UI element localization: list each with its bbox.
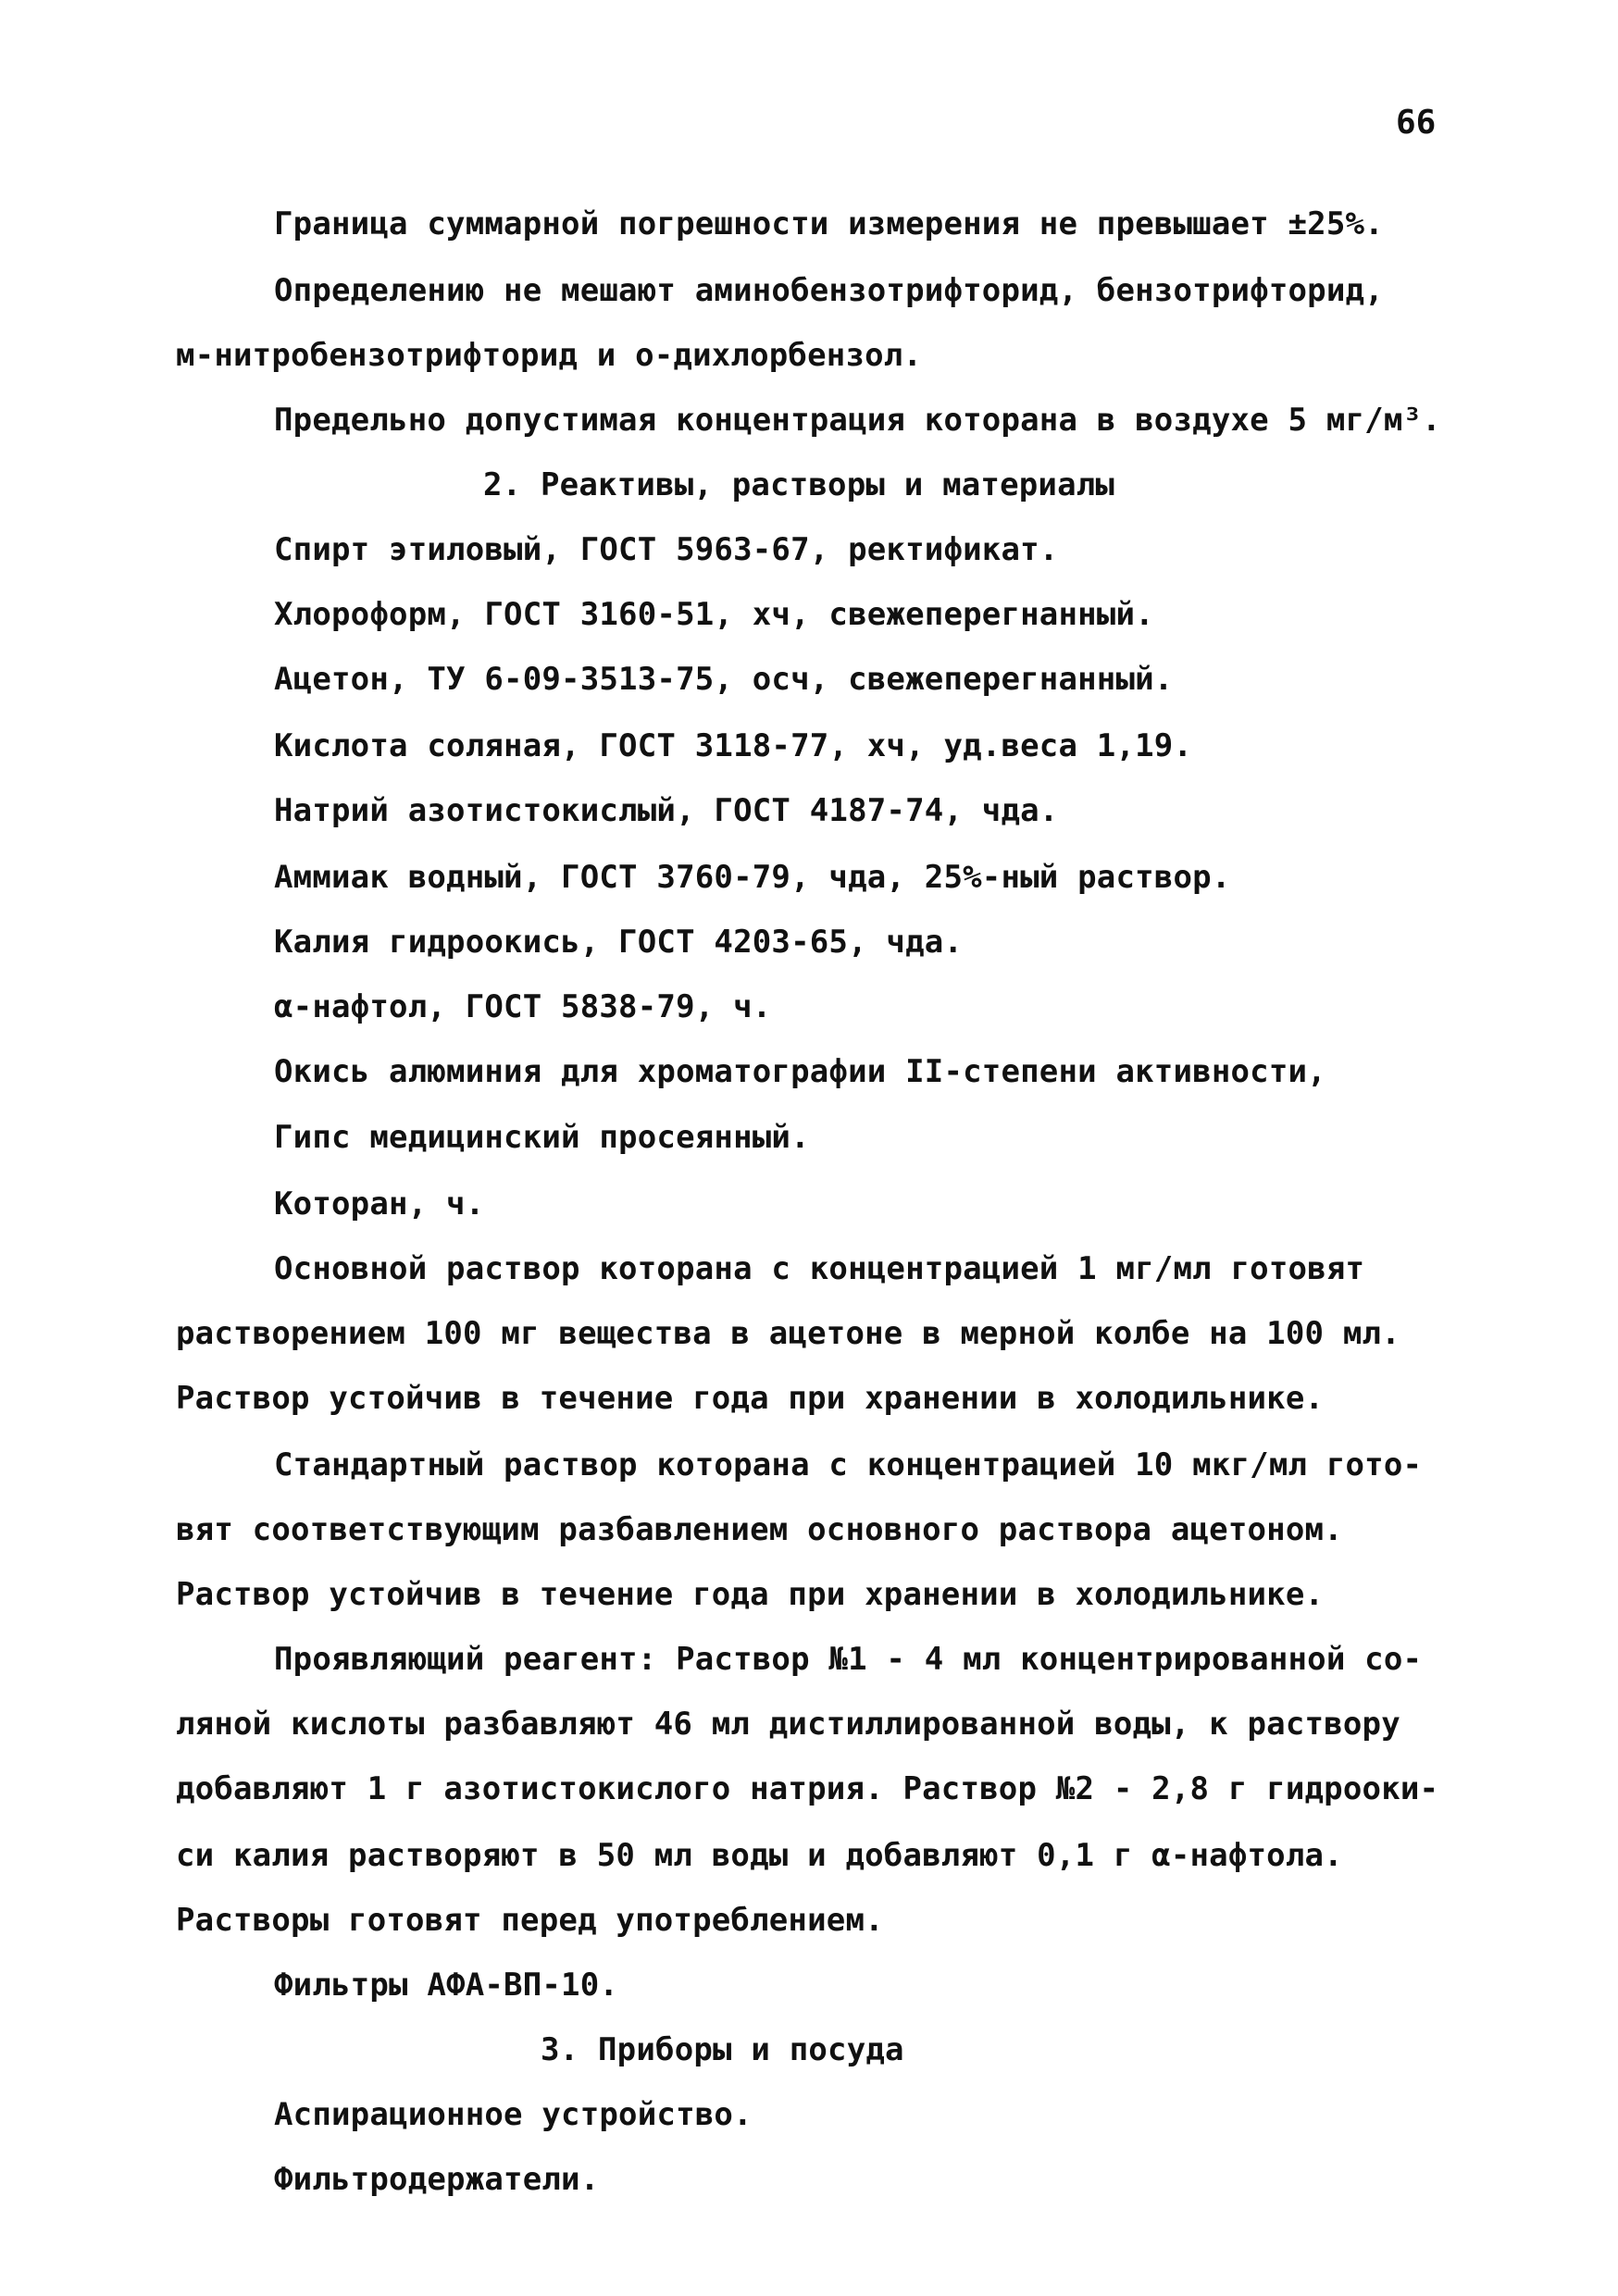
section-heading-equipment: 3. Приборы и посуда [541,2031,904,2068]
text-line-total-error: Граница суммарной погрешности измерения не превышает ±25%. [274,205,1384,242]
list-item-gypsum: Гипс медицинский просеянный. [274,1119,810,1156]
list-item-potassium-hydroxide: Калия гидроокись, ГОСТ 4203-65, чда. [274,924,964,961]
list-item-naphthol: α-нафтол, ГОСТ 5838-79, ч. [274,988,772,1025]
text-line-standard-solution: Стандартный раствор которана с концентрацией 10 мкг/мл гото- [274,1446,1423,1483]
text-line-standard-solution-cont: вят соответствующим разбавлением основного раствора ацетоном. [176,1511,1343,1548]
text-line-not-interfered-cont: м-нитробензотрифторид и о-дихлорбензол. [176,337,923,374]
text-line-developing-reagent-cont-4: Растворы готовят перед употреблением. [176,1902,884,1939]
text-line-max-concentration: Предельно допустимая концентрация которана в воздухе 5 мг/м³. [274,402,1441,439]
text-line-developing-reagent-cont-3: си калия растворяют в 50 мл воды и добавляют 0,1 г α-нафтола. [176,1837,1343,1874]
text-line-stock-solution: Основной раствор которана с концентрацией 1 мг/мл готовят [274,1250,1365,1287]
page-number: 66 [1396,104,1437,142]
list-item-filter-holders: Фильтродержатели. [274,2161,600,2198]
text-line-standard-solution-stability: Раствор устойчив в течение года при хранении в холодильнике. [176,1576,1325,1613]
list-item-filters: Фильтры АФА-ВП-10. [274,1967,619,2004]
list-item-aluminium-oxide: Окись алюминия для хроматографии II-степени активности, [274,1053,1326,1090]
list-item-aspiration-device: Аспирационное устройство. [274,2096,753,2133]
text-line-stock-solution-cont: растворением 100 мг вещества в ацетоне в мерной колбе на 100 мл. [176,1315,1400,1352]
list-item-chloroform: Хлороформ, ГОСТ 3160-51, хч, свежеперегнанный. [274,596,1154,633]
list-item-hydrochloric-acid: Кислота соляная, ГОСТ 3118-77, хч, уд.веса 1,19. [274,727,1193,764]
text-line-developing-reagent: Проявляющий реагент: Раствор №1 - 4 мл концентрированной со- [274,1641,1423,1678]
list-item-ethanol: Спирт этиловый, ГОСТ 5963-67, ректификат. [274,531,1059,568]
list-item-acetone: Ацетон, ТУ 6-09-3513-75, осч, свежеперегнанный. [274,661,1174,698]
list-item-ammonia: Аммиак водный, ГОСТ 3760-79, чда, 25%-ный раствор. [274,859,1231,896]
text-line-developing-reagent-cont-1: ляной кислоты разбавляют 46 мл дистиллированной воды, к раствору [176,1706,1400,1743]
text-line-developing-reagent-cont-2: добавляют 1 г азотистокислого натрия. Раствор №2 - 2,8 г гидрооки- [176,1770,1439,1807]
list-item-cotoran: Которан, ч. [274,1185,485,1222]
text-line-stock-solution-stability: Раствор устойчив в течение года при хранении в холодильнике. [176,1380,1325,1417]
list-item-sodium-nitrite: Натрий азотистокислый, ГОСТ 4187-74, чда. [274,792,1059,829]
section-heading-reagents: 2. Реактивы, растворы и материалы [483,466,1115,503]
text-line-not-interfered: Определению не мешают аминобензотрифторид, бензотрифторид, [274,272,1384,309]
